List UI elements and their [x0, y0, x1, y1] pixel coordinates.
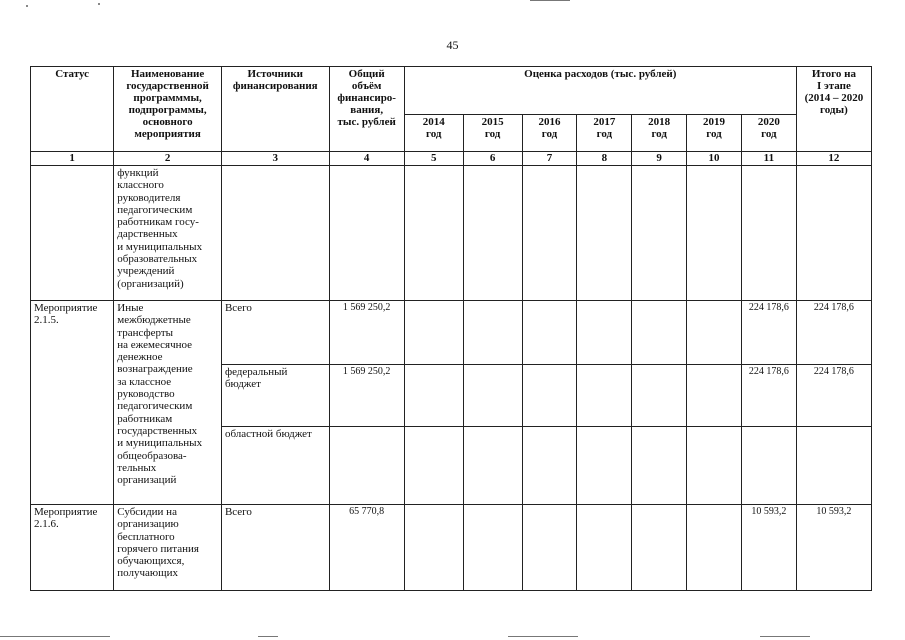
year-cell	[577, 427, 632, 505]
stage-total-cell: 224 178,6	[796, 365, 871, 427]
name-cell: функций классного руководителя педагогическим работникам госу- дарственных и муниципальных образовательных учреждений (организаций)	[114, 166, 222, 301]
year-2020-cell: 10 593,2	[741, 505, 796, 591]
name-cell: Иные межбюджетные трансферты на ежемесячное денежное вознаграждение за классное руководство педагогическим работникам государственных и муниципальных общеобразова- тельных организаций	[114, 301, 222, 505]
table-row	[31, 505, 872, 591]
year-cell	[404, 166, 463, 301]
year-cell	[404, 427, 463, 505]
year-cell	[632, 365, 687, 427]
column-number: 4	[329, 152, 404, 166]
header-year-2014: 2014 год	[404, 115, 463, 152]
stage-total-cell: 10 593,2	[796, 505, 871, 591]
header-status: Статус	[31, 67, 114, 152]
column-number: 2	[114, 152, 222, 166]
total-cell: 65 770,8	[329, 505, 404, 591]
year-cell	[632, 166, 687, 301]
header-estimate: Оценка расходов (тыс. рублей)	[404, 67, 796, 115]
year-cell	[577, 301, 632, 365]
scan-edge-bottom	[258, 636, 278, 637]
year-cell	[463, 301, 522, 365]
total-cell	[329, 427, 404, 505]
year-cell	[687, 301, 742, 365]
year-cell	[522, 365, 577, 427]
year-cell	[741, 166, 796, 301]
header-year-2018: 2018 год	[632, 115, 687, 152]
header-year-2020: 2020 год	[741, 115, 796, 152]
column-number: 5	[404, 152, 463, 166]
status-cell: Мероприятие 2.1.5.	[31, 301, 114, 505]
scan-edge-bottom	[760, 636, 810, 637]
page-number: 45	[446, 38, 459, 52]
header-stage-total: Итого на I этапе (2014 – 2020 годы)	[796, 67, 871, 152]
year-cell	[463, 166, 522, 301]
year-cell	[687, 166, 742, 301]
stage-total-cell: 224 178,6	[796, 301, 871, 365]
header-sources: Источники финансирования	[221, 67, 329, 152]
year-cell	[463, 505, 522, 591]
column-number: 9	[632, 152, 687, 166]
year-cell	[522, 427, 577, 505]
column-number: 3	[221, 152, 329, 166]
source-cell: областной бюджет	[221, 427, 329, 505]
header-year-2017: 2017 год	[577, 115, 632, 152]
year-cell	[687, 427, 742, 505]
column-number-row	[31, 152, 872, 166]
table-row	[31, 166, 872, 301]
column-number: 6	[463, 152, 522, 166]
total-cell: 1 569 250,2	[329, 301, 404, 365]
scan-edge-bottom	[0, 636, 110, 637]
header-name: Наименование государственной программмы, подпрограммы, основного мероприятия	[114, 67, 222, 152]
column-number: 11	[741, 152, 796, 166]
column-number: 10	[687, 152, 742, 166]
scan-edge-bottom	[508, 636, 578, 637]
scan-edge-top	[530, 0, 570, 1]
scan-speck	[26, 5, 28, 7]
total-cell: 1 569 250,2	[329, 365, 404, 427]
column-number: 7	[522, 152, 577, 166]
year-cell	[404, 365, 463, 427]
budget-table	[30, 66, 872, 591]
year-cell	[522, 166, 577, 301]
header-total: Общий объём финансиро- вания, тыс. рублей	[329, 67, 404, 152]
header-year-2016: 2016 год	[522, 115, 577, 152]
year-cell	[577, 166, 632, 301]
year-cell	[463, 427, 522, 505]
source-cell: Всего	[221, 301, 329, 365]
scan-speck	[98, 3, 100, 5]
year-cell	[577, 365, 632, 427]
stage-total-cell	[796, 427, 871, 505]
year-cell	[632, 505, 687, 591]
header-year-2019: 2019 год	[687, 115, 742, 152]
year-2020-cell: 224 178,6	[741, 301, 796, 365]
source-cell: федеральный бюджет	[221, 365, 329, 427]
year-2020-cell: 224 178,6	[741, 365, 796, 427]
name-cell: Субсидии на организацию бесплатного горячего питания обучающихся, получающих	[114, 505, 222, 591]
year-cell	[522, 301, 577, 365]
year-cell	[577, 505, 632, 591]
table-row	[31, 301, 872, 365]
source-cell	[221, 166, 329, 301]
status-cell: Мероприятие 2.1.6.	[31, 505, 114, 591]
year-cell	[404, 301, 463, 365]
source-cell: Всего	[221, 505, 329, 591]
year-cell	[632, 301, 687, 365]
stage-total-cell	[796, 166, 871, 301]
column-number: 1	[31, 152, 114, 166]
year-cell	[404, 505, 463, 591]
year-cell	[463, 365, 522, 427]
column-number: 12	[796, 152, 871, 166]
year-cell	[522, 505, 577, 591]
column-number: 8	[577, 152, 632, 166]
header-year-2015: 2015 год	[463, 115, 522, 152]
total-cell	[329, 166, 404, 301]
year-cell	[632, 427, 687, 505]
status-cell	[31, 166, 114, 301]
year-2020-cell	[741, 427, 796, 505]
year-cell	[687, 505, 742, 591]
year-cell	[687, 365, 742, 427]
